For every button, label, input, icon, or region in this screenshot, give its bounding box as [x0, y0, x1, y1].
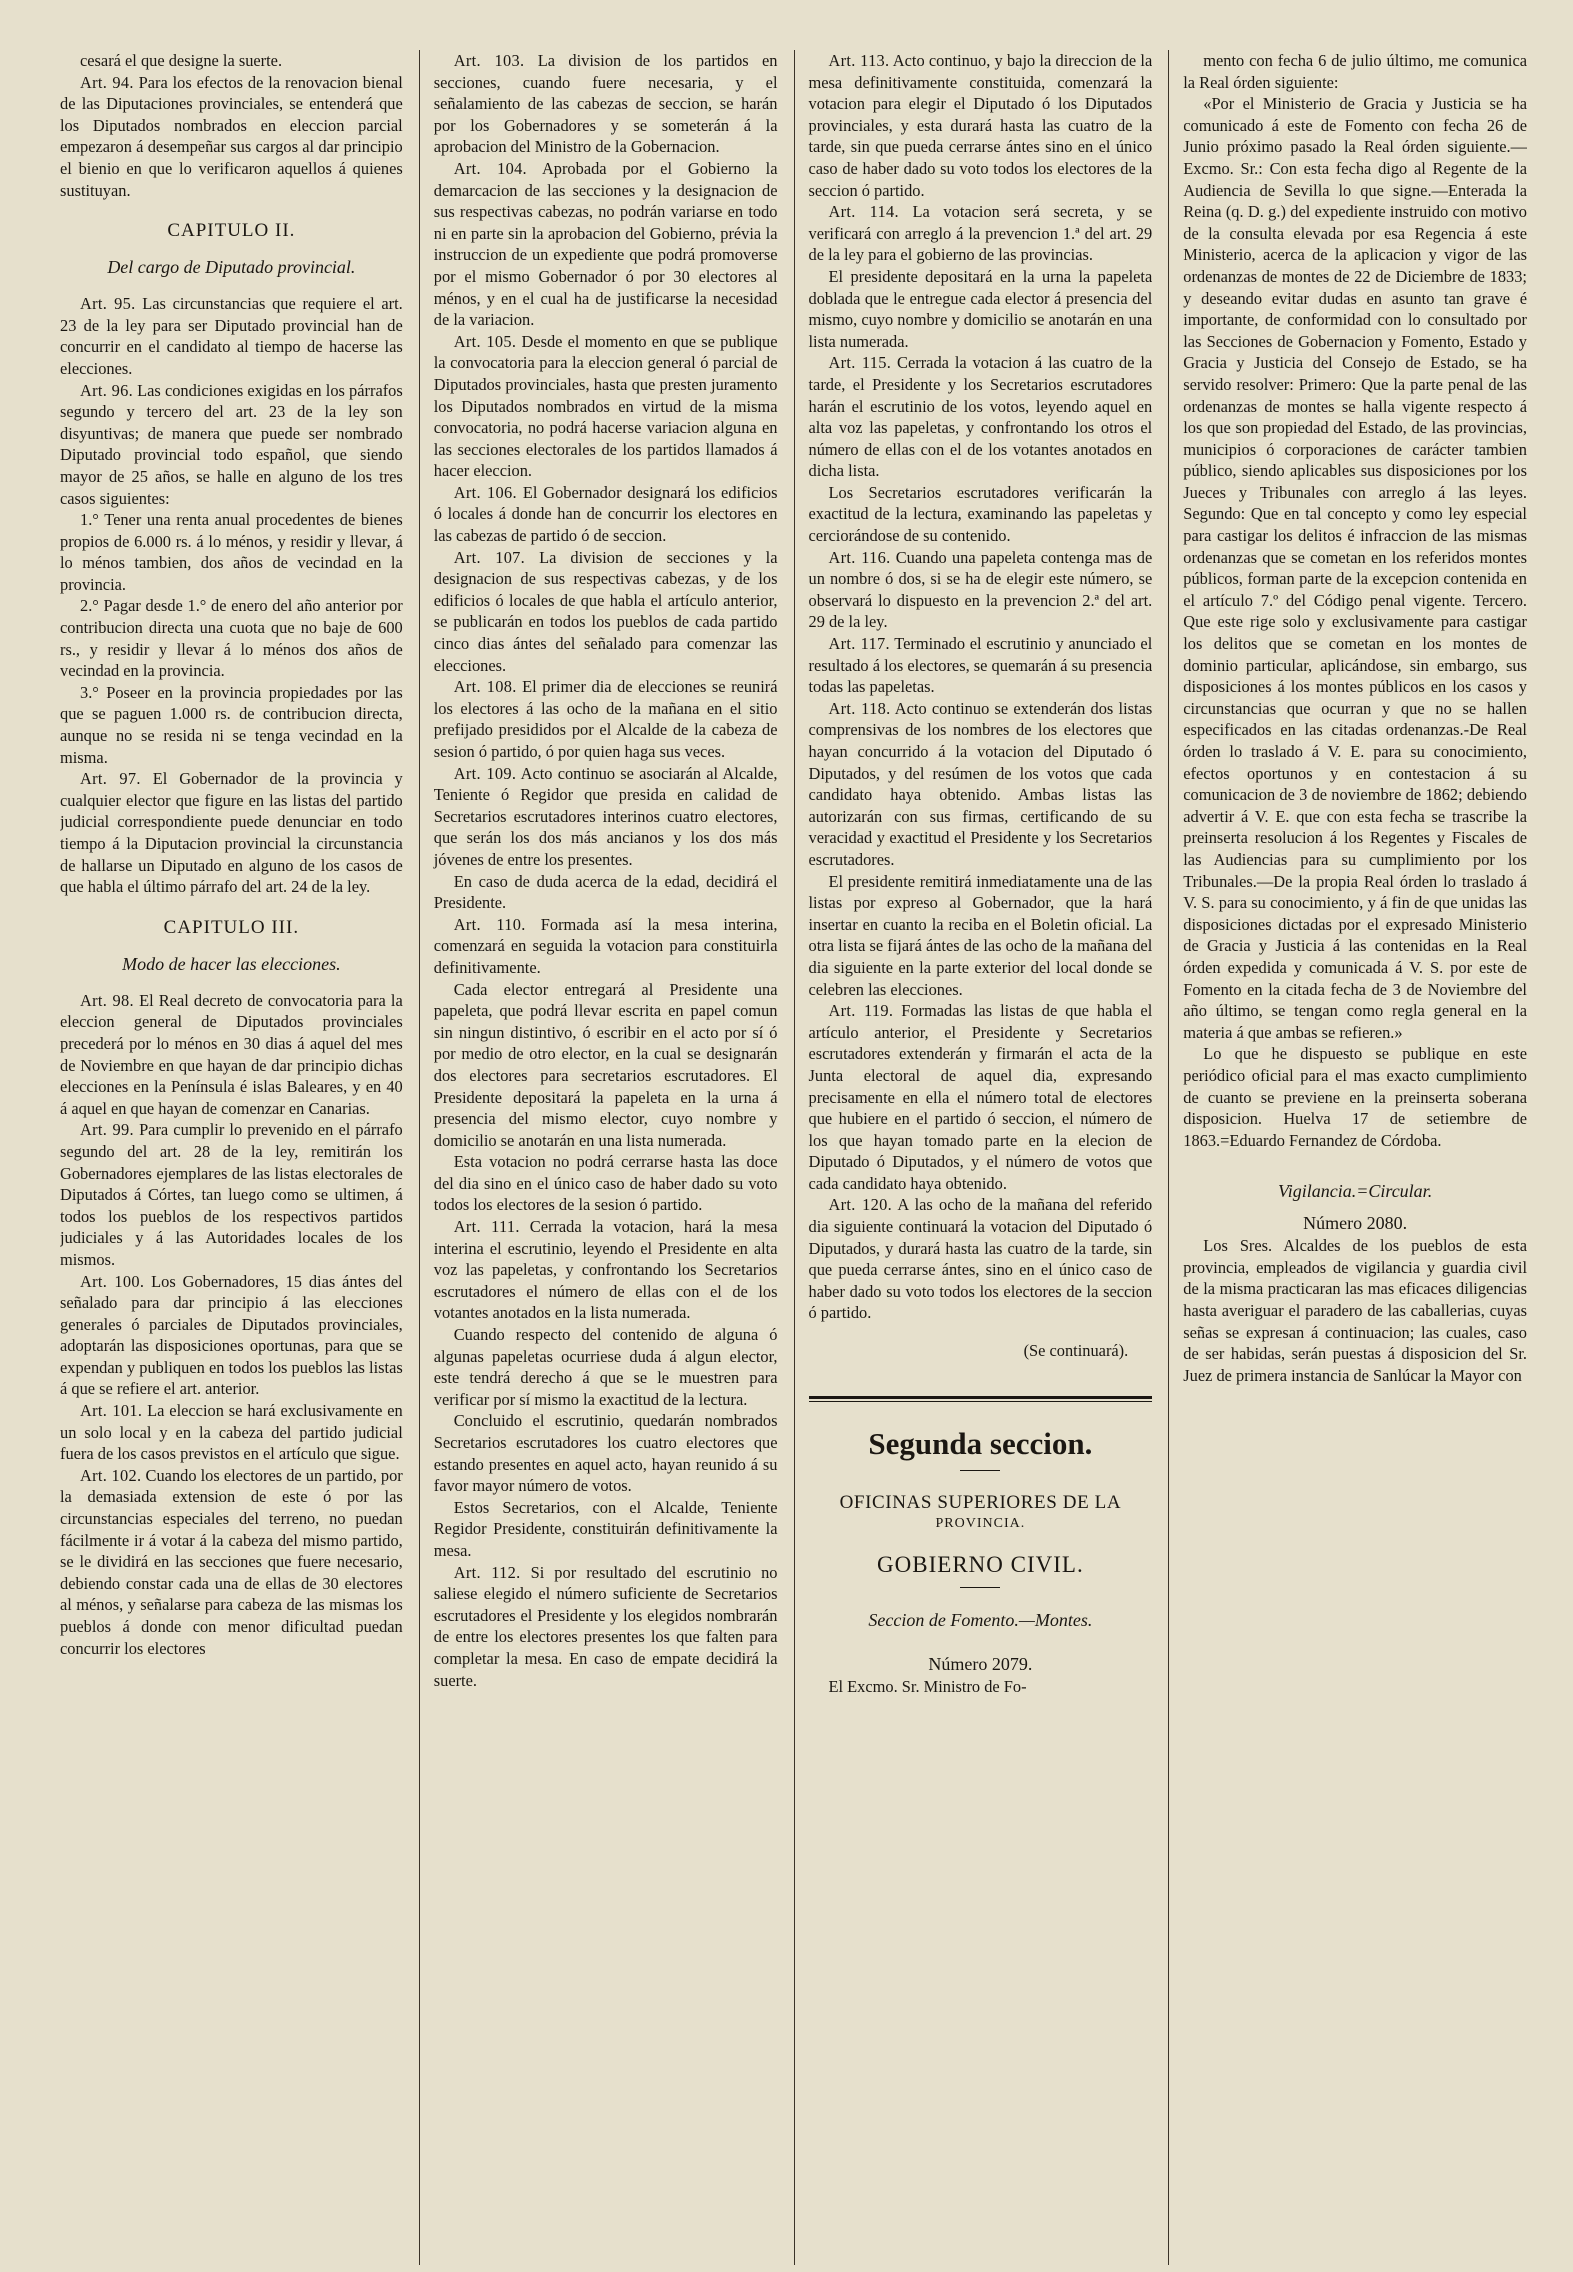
paragraph: Lo que he dispuesto se publique en este periódico oficial para el mas exacto cumplimiento de cuanto se previene en la preinserta soberana disposicion. Huelva 17 de setiembre de 1863.=Eduardo Fernandez de Córdoba.: [1183, 1044, 1527, 1150]
paragraph: En caso de duda acerca de la edad, decidirá el Presidente.: [433, 871, 778, 913]
article-text: A las ocho de la mañana del referido dia siguiente continuará la votacion del Diputado ó Diputados, y durará hasta las cuatro de la tarde, sin que pueda cerrarse ántes, sino en el único caso de haber dado su voto todos los electores de la seccion ó partido.: [808, 1195, 1153, 1323]
article-text: Cerrada la votacion á las cuatro de la tarde, el Presidente y los Secretarios escrutadores harán el escrutinio de los votos, leyendo aquel en alta voz las papeletas, y confrontando los otros el número de ellas con el de los votantes anotados en dicha lista.: [808, 353, 1153, 481]
paragraph: Esta votacion no podrá cerrarse hasta las doce del dia sino en el único caso de haber dado su voto todos los electores de la sesion ó partido.: [433, 1152, 778, 1215]
paragraph: [60, 1119, 403, 1270]
article-label: Art. 120.: [828, 1195, 893, 1215]
article-label: Art. 116.: [828, 547, 891, 567]
article-label: Art. 113.: [828, 51, 890, 70]
article-text: Los Gobernadores, 15 dias ántes del señalado para dar principio á las elecciones generales ó parciales de Diputados provinciales, adoptarán las disposiciones oportunas, para que se expendan y publiquen en todos los pueblos las listas á que se refiere el art. anterior.: [60, 1271, 403, 1399]
article-label: Art. 118.: [828, 698, 891, 718]
article-text: El primer dia de elecciones se reunirá los electores á las ocho de la mañana en el sitio prefijado presididos por el Alcalde de la cabeza de sesion ó partido, ó por quien haga sus veces.: [433, 677, 778, 761]
column-3: [794, 50, 1153, 2265]
article-text: Cerrada la votacion, hará la mesa interina el escrutinio, leyendo el Presidente en alta voz las papeletas, y confrontando los Secretarios escrutadores el número de ellas con el de los votantes anotados en la lista numerada.: [433, 1217, 778, 1323]
chapter-subtitle: Del cargo de Diputado provincial.: [107, 257, 356, 278]
article-text: Terminado el escrutinio y anunciado el resultado á los electores, se quemarán á su presencia todas las papeletas.: [808, 634, 1153, 697]
section-rule: [809, 1396, 1153, 1402]
paragraph: Los Secretarios escrutadores verificarán la exactitud de la lectura, examinando las papeletas y cerciorándose de su contenido.: [808, 482, 1153, 546]
paragraph: [434, 1216, 778, 1324]
short-dash: [960, 1587, 1000, 1588]
paragraph: [434, 914, 778, 979]
paragraph: [434, 676, 778, 762]
article-text: El Gobernador designará los edificios ó locales á donde han de concurrir los electores en las cabezas de partido ó de seccion.: [433, 482, 778, 546]
article-text: Formada así la mesa interina, comenzará en seguida la votacion para constituirla definitivamente.: [433, 914, 778, 977]
office-heading: OFICINAS SUPERIORES DE LA: [839, 1492, 1122, 1514]
chapter-subtitle: Modo de hacer las elecciones.: [122, 953, 341, 974]
article-label: Art. 119.: [828, 1001, 894, 1021]
article-label: Art. 109.: [453, 763, 517, 783]
paragraph: [809, 50, 1153, 201]
article-text: La eleccion se hará exclusivamente en un solo local y en la cabeza del partido judicial fuera de los casos previstos en el artículo que sigue.: [60, 1401, 403, 1464]
paragraph: [809, 633, 1153, 698]
circular-heading: Vigilancia.=Circular.: [1278, 1181, 1433, 1202]
notice-number: Número 2080.: [1303, 1213, 1408, 1234]
article-label: Art. 112.: [453, 1562, 521, 1582]
article-text: El Gobernador de la provincia y cualquier elector que figure en las listas del partido judicial correspondiente puede denunciar en todo tiempo á la Diputacion provincial la circunstancia de hallarse un Diputado en alguno de los casos de que habla el último párrafo del art. 24 de la ley.: [60, 769, 403, 897]
paragraph: [434, 547, 778, 677]
column-1: [60, 50, 403, 2265]
article-text: El Real decreto de convocatoria para la eleccion general de Diputados provinciales precederá por lo ménos en 30 dias á aquel del mes de Noviembre en que hayan de dar principio dichas elecciones en la Península é islas Baleares, y en 40 á aquel en que hayan de comenzar en Canarias.: [60, 990, 403, 1118]
article-label: Art. 101.: [80, 1401, 143, 1421]
article-label: Art. 115.: [828, 353, 892, 373]
article-text: Para los efectos de la renovacion bienal de las Diputaciones provinciales, se entenderá que los Diputados nombrados en eleccion parcial empezaron á desempeñar sus cargos al dar principio el bienio en que lo verificaron aquellos á quienes sustituyan.: [60, 72, 403, 200]
paragraph: cesará el que designe la suerte.: [80, 51, 283, 70]
article-label: Art. 108.: [453, 677, 517, 697]
paragraph: El presidente depositará en la urna la papeleta doblada que le entregue cada elector á presencia del mismo, cuyo nombre y domicilio se anotarán en una lista numerada.: [808, 266, 1153, 351]
paragraph: [60, 72, 403, 202]
column-2: [419, 50, 778, 2265]
article-text: Desde el momento en que se publique la convocatoria para la eleccion general ó parcial de Diputados provinciales, hasta que presten juramento los Diputados nombrados en virtud de la misma convocatoria, no podrá hacerse variacion alguna en las secciones electorales de los partidos llamados á hacer eleccion.: [433, 331, 778, 481]
chapter-heading: CAPITULO II.: [167, 220, 296, 242]
section-heading: Segunda seccion.: [868, 1426, 1093, 1462]
article-label: Art. 114.: [828, 202, 899, 222]
department-heading: Seccion de Fomento.—Montes.: [868, 1610, 1093, 1631]
paragraph: [809, 698, 1153, 871]
article-label: Art. 111.: [453, 1217, 520, 1237]
chapter-heading: CAPITULO III.: [163, 916, 300, 938]
paragraph: Los Sres. Alcaldes de los pueblos de esta provincia, empleados de vigilancia y guardia civil de la misma practicaran las mas eficaces diligencias hasta averiguar el paradero de las caballerias, cuyas señas se expresan á continuacion; las cuales, caso de ser habidas, serán puestas á disposicion del Sr. Juez de primera instancia de Sanlúcar la Mayor con: [1183, 1236, 1527, 1385]
paragraph: 3.° Poseer en la provincia propiedades por las que se paguen 1.000 rs. de contribucion directa, aunque no se resida ni se tenga vecindad en la misma.: [60, 682, 403, 767]
paragraph: [60, 293, 403, 379]
article-label: Art. 105.: [453, 331, 517, 351]
paragraph: [60, 990, 403, 1120]
article-label: Art. 104.: [453, 158, 527, 178]
paragraph: mento con fecha 6 de julio último, me comunica la Real órden siguiente:: [1183, 51, 1527, 92]
article-text: Cuando una papeleta contenga mas de un nombre ó dos, si se ha de elegir este número, se observará lo dispuesto en la prevencion 2.ª del art. 29 de la ley.: [808, 547, 1153, 632]
paragraph: Estos Secretarios, con el Alcalde, Teniente Regidor Presidente, constituirán definitivamente la mesa.: [433, 1497, 778, 1560]
article-label: Art. 107.: [453, 547, 526, 567]
article-label: Art. 99.: [80, 1120, 134, 1140]
notice-number: Número 2079.: [928, 1654, 1033, 1675]
paragraph: [809, 547, 1153, 633]
article-label: Art. 100.: [80, 1271, 145, 1291]
paragraph: «Por el Ministerio de Gracia y Justicia se ha comunicado á este de Fomento con fecha 26 de Junio próximo pasado la Real órden siguiente.—Excmo. Sr.: Con esta fecha digo al Regente de la Audiencia de Sevilla lo que signe.—Enterada la Reina (q. D. g.) del expediente instruido con motivo de la consulta elevada por esa Regencia á este Ministerio, acerca de la aplicacion y vigor de las ordenanzas de montes de 22 de Diciembre de 1833; y deseando evitar dudas en asunto tan grave é importante, de conformidad con lo consultado por las Secciones de Gobernacion y Fomento, Estado y Gracia y Justicia del Consejo de Estado, se ha servido resolver: Primero: Que la parte penal de las ordenanzas de montes se halla vigente respecto á los que son propiedad del Estado, de las provincias, municipios ó corporaciones de carácter tambien público, siendo aplicables sus disposiciones por los Jueces y Tribunales con arreglo á las leyes. Segundo: Que en tal concepto y como ley especial para castigar los delitos é infraccion de las mismas ordenanzas que se cometan en los referidos montes públicos, forman parte de la excepcion contenida en el artículo 7.º del Código penal vigente. Tercero. Que este rige solo y exclusivamente para castigar los delitos que se cometan en los montes de dominio particular, aplicándose, sin embargo, sus disposiciones á los montes públicos en los casos y circunstancias que ocurran y que no se hallen especificados en las citadas ordenanzas.-De Real órden lo traslado á V. E. para su conocimiento, efectos oportunos y en contestacion á su comunicacion de 3 de noviembre de 1862; debiendo advertir á V. E. que con esta fecha se trascribe la preinserta resolucion á los Regentes y Fiscales de las Audiencias para su cumplimiento por los Tribunales.—De la propia Real órden lo traslado á V. S. para su conocimiento, y á fin de que unidas las disposiciones dictadas por el expresado Ministerio de Gracia y Justicia á las contenidas en la Real órden expedida y comunicada á V. S. por este de Fomento en la citada fecha de 3 de Noviembre del año último, se tengan como regla general en la materia á que ambas se refieren.»: [1183, 94, 1527, 1042]
article-text: Cuando los electores de un partido, por la demasiada extension de este ó por las circunstancias especiales del terreno, no puedan fácilmente ir á votar á la cabeza del mismo partido, se le dividirá en las secciones que fuere necesario, debiendo constar cada una de ellas de 30 electores al ménos, y señalarse para cabeza de las mismas los pueblos á donde con menor dificultad puedan concurrir los electores: [60, 1465, 403, 1658]
paragraph: [434, 158, 778, 331]
paragraph: [809, 1194, 1153, 1324]
paragraph: [60, 1465, 403, 1659]
paragraph: [60, 1271, 403, 1401]
article-label: Art. 95.: [80, 294, 136, 314]
paragraph: [809, 352, 1153, 482]
article-text: Acto continuo, y bajo la direccion de la mesa definitivamente constituida, comenzará la votacion para elegir el Diputado ó los Diputados provinciales, y esta durará hasta las cuatro de la tarde, sin que pueda cerrarse ántes sino en el único caso de haber dado su voto todos los electores de la seccion ó partido.: [808, 51, 1153, 200]
article-text: Si por resultado del escrutinio no saliese elegido el número suficiente de Secretarios escrutadores el Presidente y los elegidos nombrarán de entre los electores presentes los que falten para completar la mesa. En caso de empate decidirá la suerte.: [433, 1562, 778, 1690]
short-dash: [960, 1470, 1000, 1471]
article-label: Art. 94.: [80, 72, 134, 92]
article-label: Art. 102.: [80, 1465, 142, 1485]
paragraph: [809, 201, 1153, 266]
article-label: Art. 98.: [80, 990, 134, 1010]
government-heading: GOBIERNO CIVIL.: [877, 1552, 1084, 1578]
article-text: Formadas las listas de que habla el artículo anterior, el Presidente y Secretarios escrutadores extenderán y firmarán el acta de la Junta electoral de aquel dia, expresando precisamente en ella el número total de electores que hubiere en el partido ó seccion, el número de los que hayan tomado parte en la elecion de Diputado ó Diputados, y el número de votos que cada candidato haya obtenido.: [808, 1001, 1153, 1193]
paragraph: [809, 1000, 1153, 1194]
article-label: Art. 103.: [453, 51, 525, 70]
article-text: Para cumplir lo prevenido en el párrafo segundo del art. 28 de la ley, remitirán los Gobernadores ejemplares de las listas electorales de Diputados á Córtes, tan luego como se ultimen, á todos los pueblos de los respectivos partidos judiciales y á las Autoridades locales de los mismos.: [60, 1120, 403, 1269]
article-text: Acto continuo se asociarán al Alcalde, Teniente ó Regidor que presida en calidad de Secretarios escrutadores interinos cuatro electores, que serán los dos más ancianos y los dos más jóvenes de entre los presentes.: [433, 763, 778, 869]
paragraph: El Excmo. Sr. Ministro de Fo-: [828, 1677, 1027, 1697]
article-label: Art. 106.: [453, 482, 517, 502]
paragraph: Concluido el escrutinio, quedarán nombrados Secretarios escrutadores los cuatro electores que estando presentes en aquel acto, hayan reunido á su favor mayor número de votos.: [433, 1411, 778, 1496]
article-text: Las circunstancias que requiere el art. 23 de la ley para ser Diputado provincial han de concurrir en el candidato al tiempo de hacerse las elecciones.: [60, 294, 403, 378]
paragraph: [434, 1562, 778, 1692]
paragraph: [60, 1400, 403, 1465]
paragraph: El presidente remitirá inmediatamente una de las listas por expreso al Gobernador, que la hará insertar en cuanto la reciba en el Boletin oficial. La otra lista se fijará ántes de las ocho de la mañana del dia siguiente en la parte exterior del local donde se celebren las elecciones.: [808, 871, 1153, 999]
paragraph: 2.° Pagar desde 1.° de enero del año anterior por contribucion directa una cuota que no baje de 600 rs., y residir y llevar á lo ménos dos años de vecindad en la provincia.: [60, 596, 403, 681]
article-label: Art. 96.: [80, 380, 133, 400]
paragraph: [60, 380, 403, 510]
paragraph: Cuando respecto del contenido de alguna ó algunas papeletas ocurriese duda á algun elector, este tendrá derecho á que se le muestren para verificar por sí mismo la exactitud de la lectura.: [433, 1325, 778, 1409]
article-text: Aprobada por el Gobierno la demarcacion de las secciones y la designacion de sus respectivas cabezas, no podrán variarse en todo ni en parte sin la aprobacion del Gobierno, prévia la instruccion de un expediente que podrá promoverse por el mismo Gobernador ó por 30 electores al ménos, y en el cual ha de justificarse la necesidad de la variacion.: [433, 158, 778, 330]
article-text: La division de los partidos en secciones, cuando fuere necesaria, y el señalamiento de las cabezas de seccion, se harán por los Gobernadores y se someterán á la aprobacion del Ministro de la Gobernacion.: [433, 51, 778, 157]
article-label: Art. 110.: [453, 914, 526, 934]
paragraph: [434, 331, 778, 482]
paragraph: [434, 763, 778, 871]
paragraph: [434, 50, 778, 158]
article-text: Acto continuo se extenderán dos listas comprensivas de los nombres de los electores que hayan concurrido á la votacion del Diputado ó Diputados, y del resúmen de los votos que cada candidato haya obtenido. Ambas listas las autorizarán con sus firmas, certificando de su veracidad y exactitud el Presidente y los Secretarios escrutadores.: [808, 698, 1153, 869]
column-4: [1168, 50, 1527, 2265]
paragraph: 1.° Tener una renta anual procedentes de bienes propios de 6.000 rs. á lo ménos, y residir y llevar, á lo ménos tambien, dos años de vecindad en la provincia.: [60, 510, 403, 594]
article-text: La division de secciones y la designacion de sus respectivas cabezas, y de los edificios ó locales de que habla el artículo anterior, se publicarán en todos los pueblos de cada partido cinco dias ántes del señalado para comenzar las elecciones.: [433, 547, 778, 675]
paragraph: [434, 482, 778, 547]
paragraph: [60, 768, 403, 898]
office-subheading: PROVINCIA.: [935, 1516, 1026, 1532]
article-label: Art. 117.: [828, 634, 890, 654]
article-label: Art. 97.: [80, 769, 141, 789]
continuation-note: (Se continuará).: [1023, 1341, 1129, 1361]
article-text: Las condiciones exigidas en los párrafos segundo y tercero del art. 23 de la ley son disyuntivas; de manera que puede ser nombrado Diputado provincial todo español, que siendo mayor de 25 años, se halle en alguno de los tres casos siguientes:: [60, 380, 403, 508]
paragraph: Cada elector entregará al Presidente una papeleta, que podrá llevar escrita en papel comun sin ningun distintivo, ó escribir en el acto por sí ó por medio de otro elector, en la cual se designarán dos electores para secretarios escrutadores. El Presidente depositará la papeleta en la urna á presencia del mismo elector, cuyo nombre y domicilio se anotarán en una lista numerada.: [433, 979, 778, 1150]
article-text: La votacion será secreta, y se verificará con arreglo á la prevencion 1.ª del art. 29 de la ley para el gobierno de las provincias.: [808, 202, 1153, 265]
